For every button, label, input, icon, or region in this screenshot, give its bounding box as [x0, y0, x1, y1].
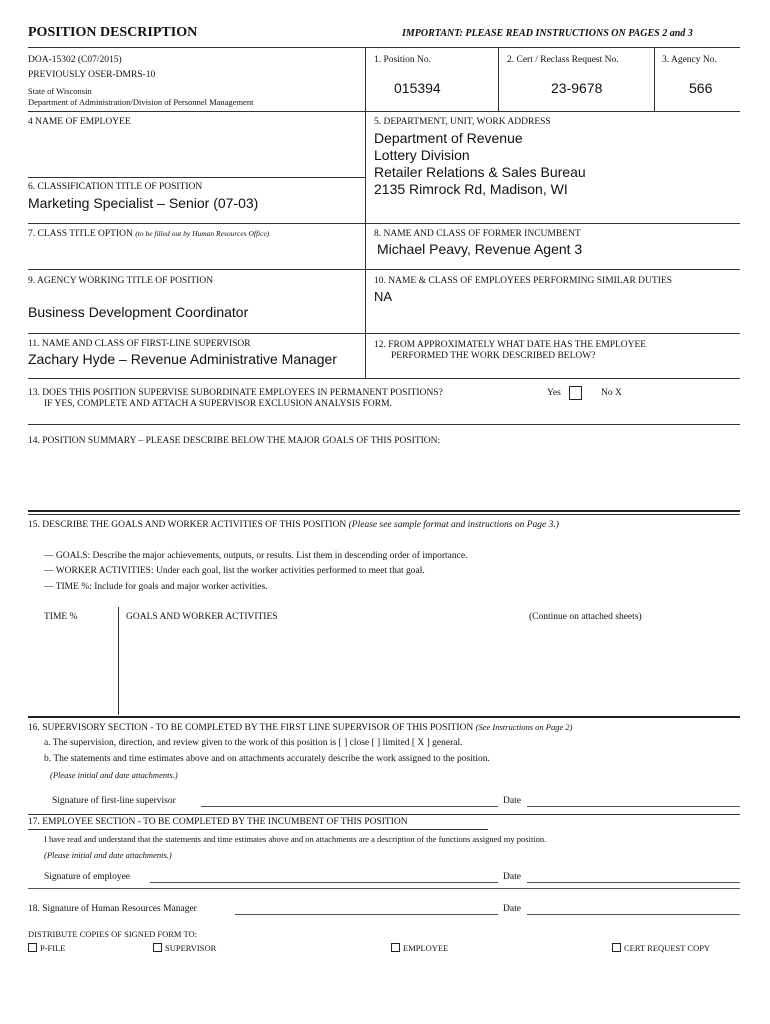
department-line-4[interactable]: 2135 Rimrock Rd, Madison, WI: [374, 181, 568, 197]
row-rule-4-6: [28, 177, 365, 178]
class-title-option-text: 7. CLASS TITLE OPTION: [28, 229, 133, 239]
cert-checkbox[interactable]: [612, 943, 621, 952]
time-column-header: TIME %: [44, 612, 78, 622]
distribute-supervisor[interactable]: [153, 943, 216, 953]
position-no-value[interactable]: 015394: [394, 80, 441, 96]
work-date-label-1: 12. FROM APPROXIMATELY WHAT DATE HAS THE EMPLOYEE: [374, 340, 647, 350]
supervisor-signature-label: Signature of first-line supervisor: [52, 796, 176, 806]
center-divider: [365, 47, 366, 378]
supervisor-signature-line[interactable]: [201, 806, 498, 807]
cert-request-label: 2. Cert / Reclass Request No.: [507, 55, 619, 65]
class-title-option-label: [28, 229, 269, 239]
double-rule-bottom: [28, 514, 740, 515]
section-16-rule: [28, 716, 740, 718]
section-17-rule: [28, 814, 740, 815]
section-15-note: (Please see sample format and instructions on Page 3.): [348, 520, 559, 530]
section-16-heading: [28, 722, 572, 733]
divider-2-3: [654, 47, 655, 111]
section-18-rule: [28, 888, 740, 889]
accuracy-statement: b. The statements and time estimates above and on attachments accurately describe the work assigned to the position.: [44, 754, 490, 764]
row-rule-2: [28, 223, 740, 224]
row-rule-3: [28, 269, 740, 270]
former-incumbent-value[interactable]: Michael Peavy, Revenue Agent 3: [377, 241, 583, 257]
yes-checkbox[interactable]: [569, 386, 582, 400]
section-15-heading: [28, 520, 559, 530]
similar-duties-label: 10. NAME & CLASS OF EMPLOYEES PERFORMING SIMILAR DUTIES: [374, 276, 672, 286]
time-column-divider: [118, 607, 119, 715]
initial-note-17: (Please initial and date attachments.): [44, 850, 172, 860]
employee-date-label: Date: [503, 872, 521, 882]
department-line-2[interactable]: Lottery Division: [374, 147, 470, 163]
position-no-label: 1. Position No.: [374, 55, 432, 65]
work-date-label-2: PERFORMED THE WORK DESCRIBED BELOW?: [391, 351, 596, 361]
yes-label: Yes: [547, 388, 561, 398]
distribute-employee[interactable]: [391, 943, 448, 953]
agency-no-label: 3. Agency No.: [662, 55, 717, 65]
section-15-label: 15. DESCRIBE THE GOALS AND WORKER ACTIVITIES OF THIS POSITION: [28, 520, 347, 530]
section-16-label: 16. SUPERVISORY SECTION - TO BE COMPLETED BY THE FIRST LINE SUPERVISOR OF THIS POSITION: [28, 723, 474, 733]
continue-note: (Continue on attached sheets): [529, 612, 642, 622]
distribute-label: DISTRIBUTE COPIES OF SIGNED FORM TO:: [28, 929, 197, 939]
department-address-label: 5. DEPARTMENT, UNIT, WORK ADDRESS: [374, 117, 551, 127]
department-label: Department of Administration/Division of Personnel Management: [28, 97, 254, 107]
hr-date-label: Date: [503, 904, 521, 914]
cert-request-value[interactable]: 23-9678: [551, 80, 603, 96]
working-title-value[interactable]: Business Development Coordinator: [28, 304, 249, 320]
activities-bullet: — WORKER ACTIVITIES: Under each goal, list the worker activities performed to meet that goal.: [44, 566, 425, 576]
row-rule-1: [28, 111, 740, 112]
employee-copy-label: EMPLOYEE: [403, 943, 449, 953]
supervision-level[interactable]: a. The supervision, direction, and review given to the work of this position is [ ] close [ ] limited [ X ] general.: [44, 738, 463, 748]
position-summary-label: 14. POSITION SUMMARY – PLEASE DESCRIBE BELOW THE MAJOR GOALS OF THIS POSITION:: [28, 436, 441, 446]
form-title: POSITION DESCRIPTION: [28, 25, 198, 40]
supervisor-copy-label: SUPERVISOR: [165, 943, 217, 953]
pfile-checkbox[interactable]: [28, 943, 37, 952]
supervise-question-2: IF YES, COMPLETE AND ATTACH A SUPERVISOR EXCLUSION ANALYSIS FORM.: [44, 399, 392, 409]
goals-bullet: — GOALS: Describe the major achievements, outputs, or results. List them in descending order of importance.: [44, 551, 468, 561]
previously-label: PREVIOUSLY OSER-DMRS-10: [28, 70, 156, 80]
supervisor-date-line[interactable]: [527, 806, 740, 807]
classification-value[interactable]: Marketing Specialist – Senior (07-03): [28, 195, 259, 211]
section-17-label: 17. EMPLOYEE SECTION - TO BE COMPLETED BY THE INCUMBENT OF THIS POSITION: [28, 817, 408, 827]
hr-signature-line[interactable]: [235, 914, 498, 915]
supervisor-checkbox[interactable]: [153, 943, 162, 952]
hr-signature-label: 18. Signature of Human Resources Manager: [28, 904, 197, 914]
important-notice: IMPORTANT: PLEASE READ INSTRUCTIONS ON PAGES 2 and 3: [402, 28, 693, 39]
employee-date-line[interactable]: [527, 882, 740, 883]
working-title-label: 9. AGENCY WORKING TITLE OF POSITION: [28, 276, 214, 286]
department-line-1[interactable]: Department of Revenue: [374, 130, 523, 146]
department-line-3[interactable]: Retailer Relations & Sales Bureau: [374, 164, 586, 180]
hr-date-line[interactable]: [527, 914, 740, 915]
supervisor-label: 11. NAME AND CLASS OF FIRST-LINE SUPERVISOR: [28, 339, 251, 349]
employee-signature-label: Signature of employee: [44, 872, 131, 882]
section-16-note: (See Instructions on Page 2): [475, 722, 573, 732]
supervisor-value[interactable]: Zachary Hyde – Revenue Administrative Manager: [28, 351, 337, 367]
class-title-option-note: (to be filled out by Human Resources Office): [135, 229, 270, 238]
no-label: No X: [601, 388, 622, 398]
supervise-question-1: 13. DOES THIS POSITION SUPERVISE SUBORDINATE EMPLOYEES IN PERMANENT POSITIONS?: [28, 388, 443, 398]
state-label: State of Wisconsin: [28, 86, 92, 96]
row-rule-4: [28, 333, 740, 334]
section-17-underline: [28, 829, 488, 830]
supervisor-date-label: Date: [503, 796, 521, 806]
former-incumbent-label: 8. NAME AND CLASS OF FORMER INCUMBENT: [374, 229, 581, 239]
header-rule: [28, 47, 740, 48]
cert-copy-label: CERT REQUEST COPY: [624, 943, 711, 953]
row-rule-6: [28, 424, 740, 425]
employee-statement: I have read and understand that the statements and time estimates above and on attachments are a description of the functions assigned my position.: [44, 834, 547, 844]
initial-note-16: (Please initial and date attachments.): [50, 770, 178, 780]
pfile-label: P-FILE: [40, 943, 66, 953]
similar-duties-value[interactable]: NA: [374, 289, 393, 304]
goals-column-header: GOALS AND WORKER ACTIVITIES: [126, 612, 278, 622]
employee-signature-line[interactable]: [150, 882, 498, 883]
divider-1-2: [498, 47, 499, 111]
employee-name-label: 4 NAME OF EMPLOYEE: [28, 117, 131, 127]
employee-checkbox[interactable]: [391, 943, 400, 952]
classification-label: 6. CLASSIFICATION TITLE OF POSITION: [28, 182, 203, 192]
distribute-pfile[interactable]: [28, 943, 66, 953]
distribute-cert[interactable]: [612, 943, 710, 953]
agency-no-value[interactable]: 566: [689, 80, 713, 96]
row-rule-5: [28, 378, 740, 379]
time-bullet: — TIME %: Include for goals and major worker activities.: [44, 582, 268, 592]
form-id: DOA-15302 (C07/2015): [28, 55, 122, 65]
double-rule-top: [28, 510, 740, 512]
